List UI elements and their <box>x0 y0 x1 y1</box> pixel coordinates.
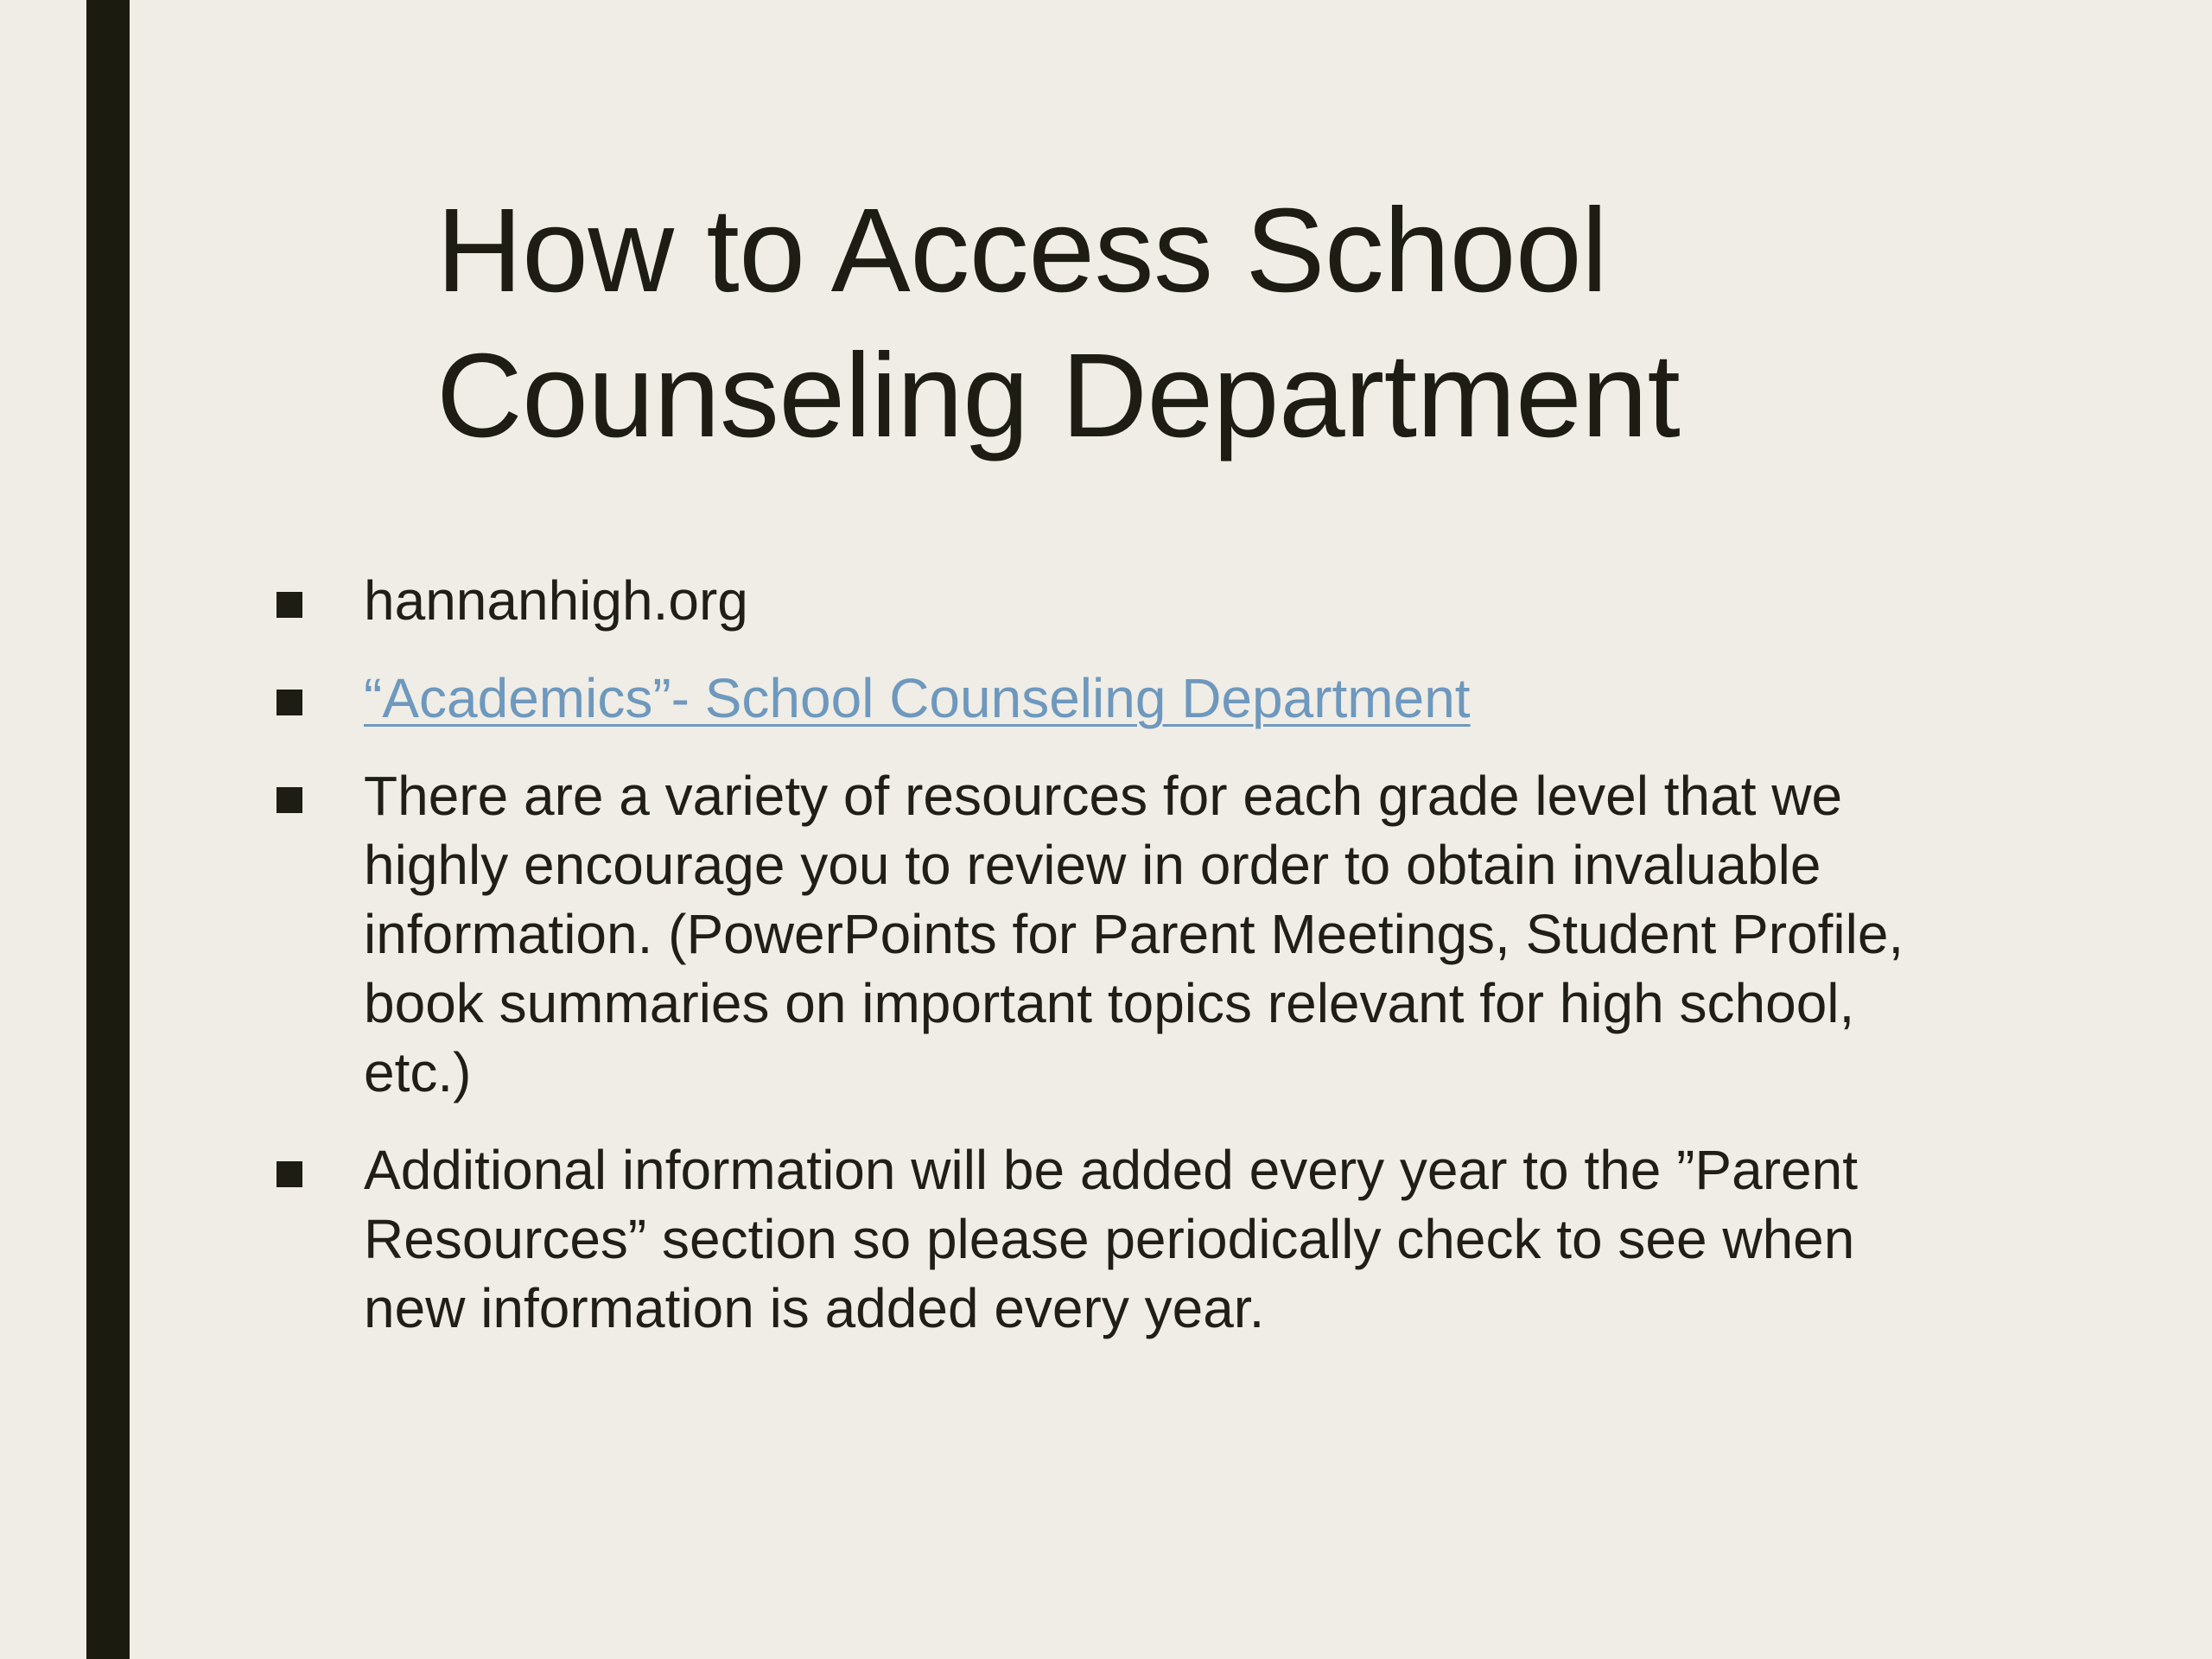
bullet-text: Additional information will be added every year to the ”Parent Resources” section so please periodically check to see when new information is added every year. <box>364 1139 1858 1339</box>
square-bullet-icon <box>276 690 302 715</box>
bullet-item-academics-link[interactable] <box>275 664 1968 733</box>
bullet-item-website <box>275 566 1968 635</box>
bullet-text: There are a variety of resources for each grade level that we highly encourage you to review in order to obtain invaluable information. (PowerPoints for Parent Meetings, Student Profile, book summaries on important topics relevant for high school, etc.) <box>364 765 1904 1103</box>
square-bullet-icon <box>276 592 302 618</box>
square-bullet-icon <box>276 787 302 813</box>
bullet-text: hannanhigh.org <box>364 569 748 632</box>
slide-title: How to Access School Counseling Department <box>436 184 1681 462</box>
academics-counseling-link[interactable]: “Academics”- School Counseling Department <box>364 667 1471 729</box>
bullet-item-resources <box>275 761 1968 1107</box>
bullet-item-additional-info <box>275 1135 1968 1343</box>
bullet-list <box>275 566 1968 1371</box>
square-bullet-icon <box>276 1161 302 1187</box>
accent-bar <box>86 0 130 1659</box>
